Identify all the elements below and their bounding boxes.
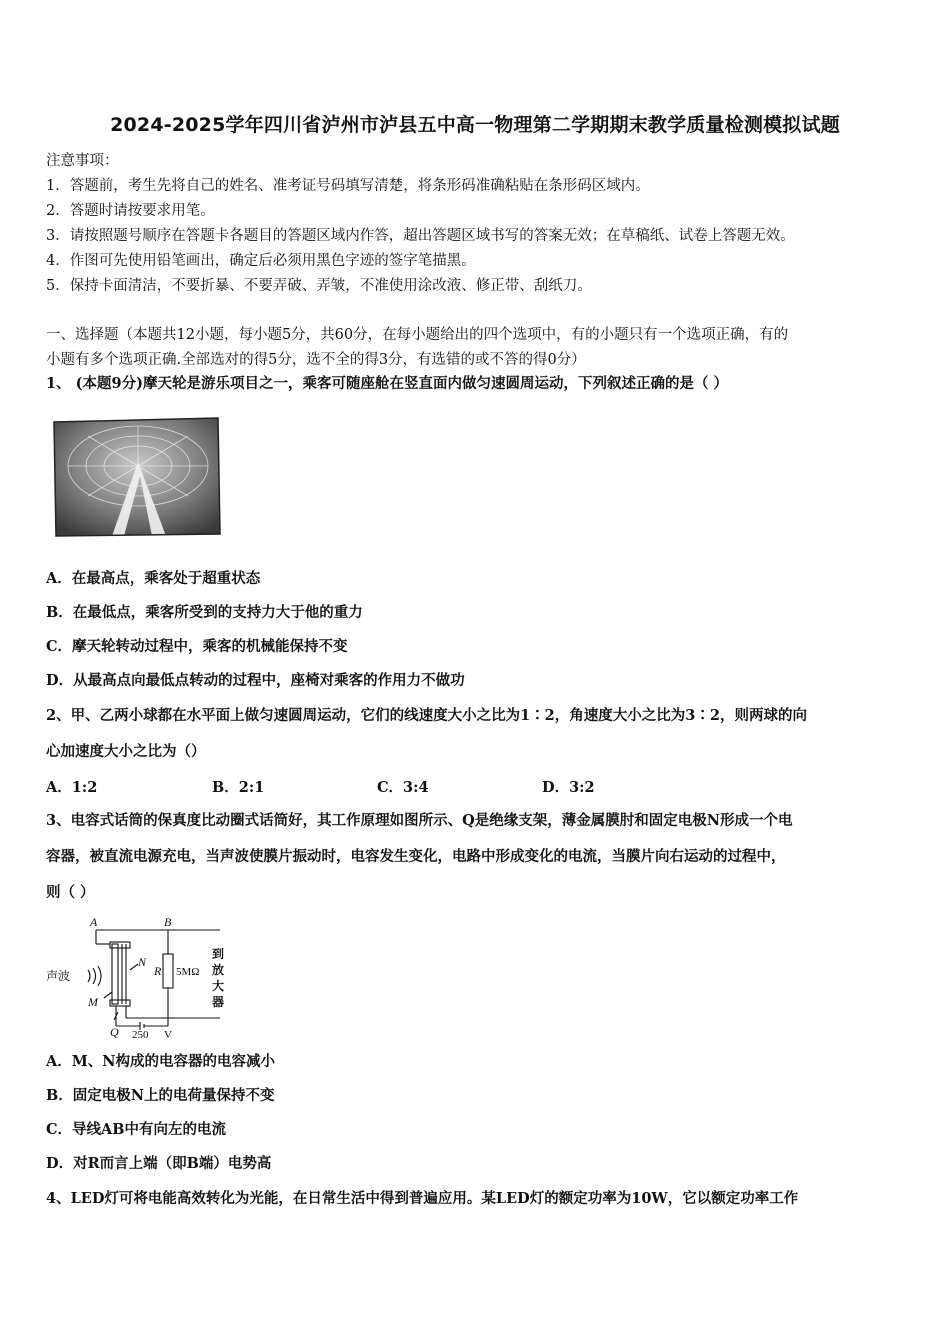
q3-stem: 3、电容式话筒的保真度比动圈式话筒好，其工作原理如图所示、Q是绝缘支架，薄金属膜肘和固定电极N形成一个电 [46, 812, 793, 829]
label-r: R [154, 964, 162, 978]
q2-stem: 2、甲、乙两小球都在水平面上做匀速圆周运动，它们的线速度大小之比为1∶2，角速度大小之比为3∶2，则两球的向 [46, 707, 807, 724]
label-b: B [164, 915, 172, 929]
q2-option-d: D．3:2 [542, 779, 595, 796]
label-resistance: 5MΩ [176, 966, 200, 978]
q1-option-c: C．摩天轮转动过程中，乘客的机械能保持不变 [46, 638, 348, 655]
q2-option-b: B．2:1 [212, 779, 265, 796]
q3-option-b: B．固定电极N上的电荷量保持不变 [46, 1087, 275, 1104]
notice-item: 1．答题前，考生先将自己的姓名、准考证号码填写清楚，将条形码准确粘贴在条形码区域内。 [46, 178, 650, 194]
label-sound-wave: 声波 [46, 969, 71, 983]
label-q: Q [110, 1025, 119, 1039]
q3-option-a: A．M、N构成的电容器的电容减小 [46, 1053, 276, 1070]
label-to-amp: 器 [212, 995, 225, 1009]
notice-heading: 注意事项： [46, 153, 119, 169]
q2-option-a: A．1:2 [46, 779, 98, 796]
ferris-wheel-photo [52, 416, 222, 538]
microphone-circuit-diagram [44, 914, 244, 1044]
q1-stem: 1、 (本题9分)摩天轮是游乐项目之一，乘客可随座舱在竖直面内做匀速圆周运动，下列叙述正确的是（ ） [46, 375, 728, 392]
notice-item: 2．答题时请按要求用笔。 [46, 203, 215, 219]
q3-stem-end: 则（ ） [46, 884, 95, 901]
label-volt-unit: V [164, 1029, 172, 1041]
q1-option-a: A．在最高点，乘客处于超重状态 [46, 570, 261, 587]
label-to-amp: 放 [212, 963, 225, 977]
section-heading: 一、选择题（本题共12小题，每小题5分，共60分，在每小题给出的四个选项中，有的小题只有一个选项正确，有的 [46, 327, 789, 343]
q1-option-d: D．从最高点向最低点转动的过程中，座椅对乘客的作用力不做功 [46, 672, 465, 689]
page-title: 2024-2025学年四川省泸州市泸县五中高一物理第二学期期末教学质量检测模拟试题 [110, 114, 840, 136]
q3-option-c: C．导线AB中有向左的电流 [46, 1121, 227, 1138]
notice-item: 5．保持卡面清洁，不要折暴、不要弄破、弄皱，不准使用涂改液、修正带、刮纸刀。 [46, 278, 592, 294]
section-heading-cont: 小题有多个选项正确.全部选对的得5分，选不全的得3分，有选错的或不答的得0分） [46, 352, 586, 368]
label-to-amp: 到 [212, 947, 225, 961]
label-to-amp: 大 [212, 979, 225, 993]
notice-item: 3．请按照题号顺序在答题卡各题目的答题区域内作答，超出答题区域书写的答案无效；在草稿纸、试卷上答题无效。 [46, 228, 795, 244]
label-voltage: 250 [132, 1029, 149, 1041]
label-n: N [138, 955, 147, 969]
q1-option-b: B．在最低点，乘客所受到的支持力大于他的重力 [46, 604, 363, 621]
label-m: M [88, 995, 98, 1009]
notice-item: 4．作图可先使用铅笔画出，确定后必须用黑色字迹的签字笔描黑。 [46, 253, 476, 269]
q3-option-d: D．对R而言上端（即B端）电势高 [46, 1155, 272, 1172]
q3-stem-cont: 容器，被直流电源充电，当声波使膜片振动时，电容发生变化，电路中形成变化的电流，当膜片向右运动的过程中， [46, 848, 786, 865]
label-a: A [90, 915, 98, 929]
q2-stem-cont: 心加速度大小之比为（） [46, 743, 206, 760]
q4-stem: 4、LED灯可将电能高效转化为光能，在日常生活中得到普遍应用。某LED灯的额定功率为10W，它以额定功率工作 [46, 1190, 799, 1207]
q2-option-c: C．3:4 [377, 779, 429, 796]
